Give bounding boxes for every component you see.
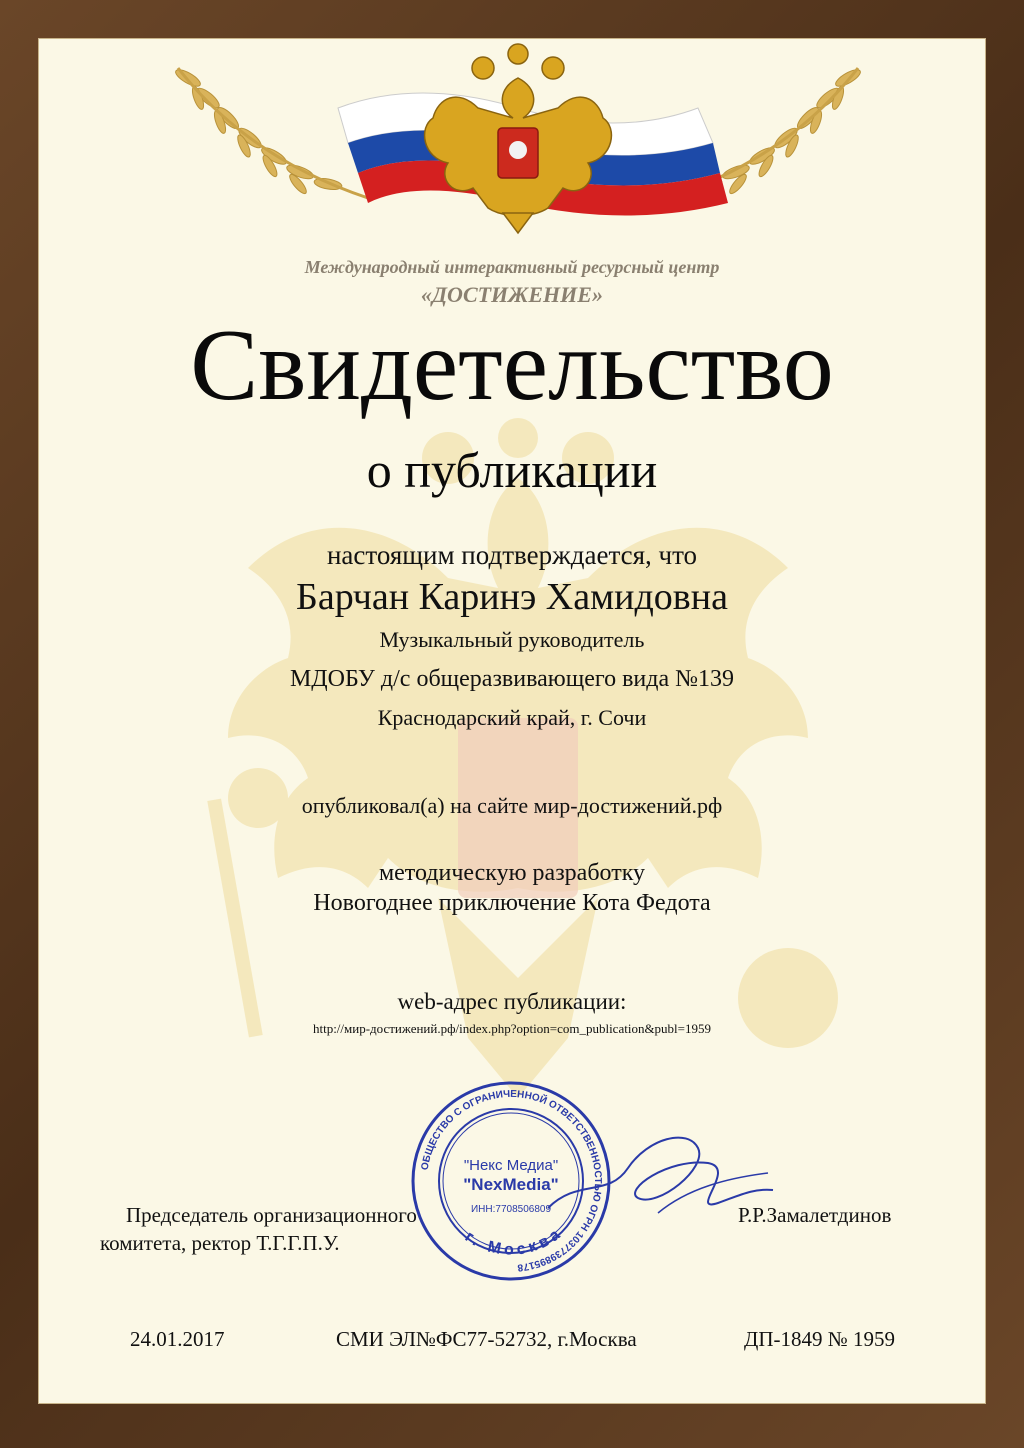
emblem-header xyxy=(168,38,868,238)
stamp-city-text: г. Москва xyxy=(461,1223,567,1259)
organization-name: «ДОСТИЖЕНИЕ» xyxy=(421,282,603,307)
document-number: ДП-1849 № 1959 xyxy=(744,1327,896,1351)
stamp-name1: "Некс Медиа" xyxy=(463,1157,559,1174)
organization-line1: Международный интерактивный ресурсный центр xyxy=(304,257,720,277)
certificate-paper xyxy=(38,38,986,1404)
stamp-ring-text: ОБЩЕСТВО С ОГРАНИЧЕННОЙ ОТВЕТСТВЕННОСТЬЮ ОГРН 1037739895178 xyxy=(419,1088,604,1273)
issue-date: 24.01.2017 xyxy=(130,1327,225,1351)
published-on-site: опубликовал(а) на сайте мир-достижений.рф xyxy=(301,793,723,818)
signer-name: Р.Р.Замалетдинов xyxy=(738,1203,892,1227)
recipient-institution: МДОБУ д/с общеразвивающего вида №139 xyxy=(289,666,735,692)
certificate-subtitle: о публикации xyxy=(366,442,658,498)
stamp-inn: ИНН:7708506809 xyxy=(470,1204,552,1215)
laurel-branch-icon xyxy=(173,67,368,198)
chairman-title-line1: Председатель организационного xyxy=(126,1203,417,1227)
media-registration: СМИ ЭЛ№ФС77-52732, г.Москва xyxy=(336,1327,637,1351)
chairman-title-line2: комитета, ректор Т.Г.Г.П.У. xyxy=(100,1231,340,1255)
recipient-position: Музыкальный руководитель xyxy=(379,627,645,652)
stamp-name2: "NexMedia" xyxy=(463,1175,559,1194)
certificate-title: Свидетельство xyxy=(190,309,834,422)
publication-title: Новогоднее приключение Кота Федота xyxy=(313,890,711,916)
publication-url: http://мир-достижений.рф/index.php?option=com_publication&publ=1959 xyxy=(312,1021,712,1036)
recipient-region: Краснодарский край, г. Сочи xyxy=(377,705,647,730)
web-address-label: web-адрес публикации: xyxy=(397,989,627,1014)
recipient-name: Барчан Каринэ Хамидовна xyxy=(296,576,728,618)
publication-type: методическую разработку xyxy=(378,860,646,886)
confirmation-text: настоящим подтверждается, что xyxy=(326,540,698,570)
signature xyxy=(538,1118,778,1238)
